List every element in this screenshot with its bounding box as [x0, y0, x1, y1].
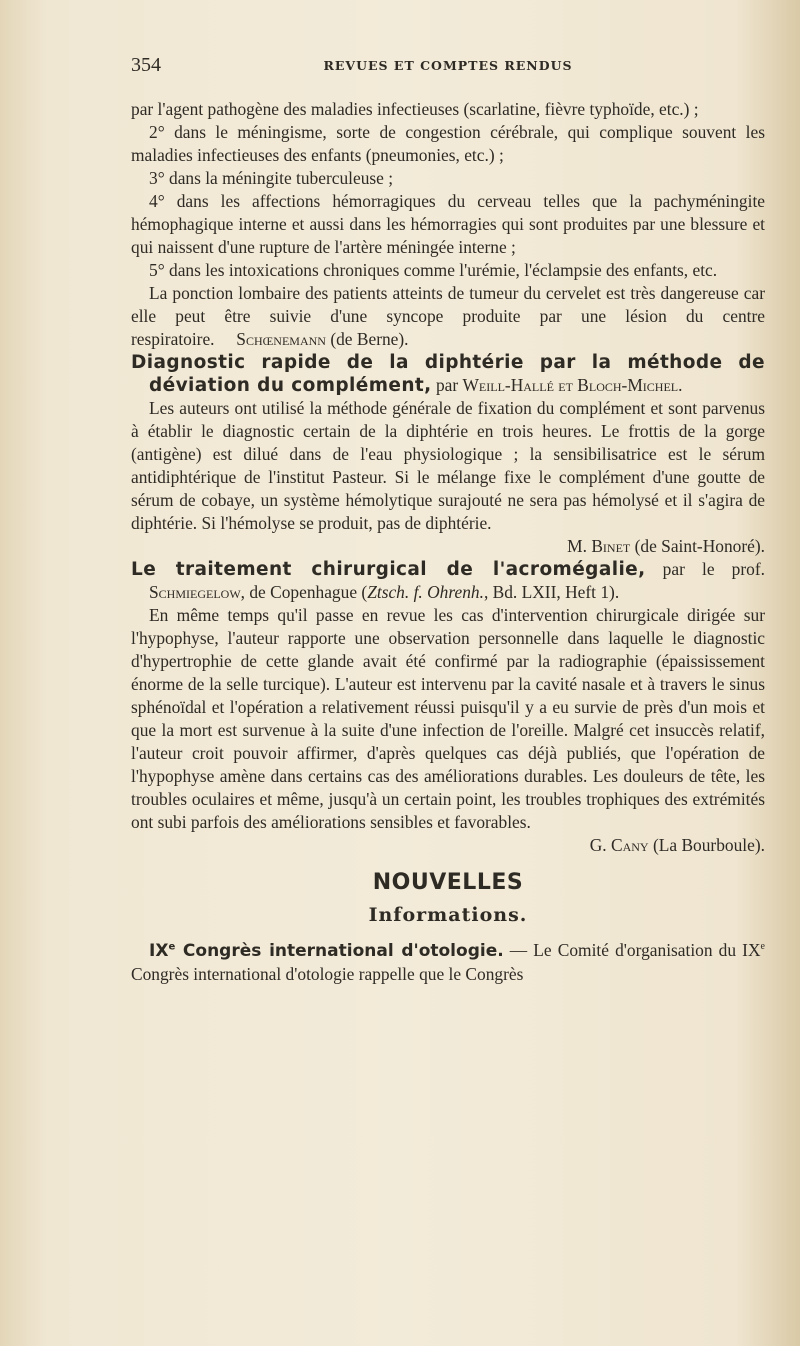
- paragraph-text: La ponction lombaire des patients atteints de tumeur du cervelet est très dangereuse car elle peut être suivie d'une syncope produite par une lésion du centre respiratoire.: [131, 283, 765, 349]
- list-item-4: 4° dans les affections hémorragiques du cerveau telles que la pachyméningite hémophagique interne et aussi dans les hémorragies qui sont produites par une blessure et qui naissent d'une rupture de l'artère méningée interne ;: [131, 191, 765, 257]
- page-header: [131, 54, 765, 82]
- article-heading: Diagnostic rapide de la diphtérie par la méthode de déviation du complément, par Weill-Hallé et Bloch-Michel.: [131, 352, 765, 396]
- body-text: [131, 98, 765, 986]
- article-signature: M. Binet (de Saint-Honoré).: [567, 536, 765, 556]
- author-signature: Schœnemann: [236, 329, 326, 349]
- section-title: NOUVELLES: [372, 870, 524, 895]
- subsection-title: Informations.: [368, 904, 528, 926]
- journal-title: Ztsch. f. Ohrenh.: [367, 582, 484, 602]
- paragraph-continuation: par l'agent pathogène des maladies infectieuses (scarlatine, fièvre typhoïde, etc.) ;: [131, 99, 699, 119]
- news-paragraph: IXe Congrès international d'otologie. — Le Comité d'organisation du IXe Congrès international d'otologie rappelle que le Congrès: [131, 939, 765, 984]
- list-item-2: 2° dans le méningisme, sorte de congestion cérébrale, qui complique souvent les maladies infectieuses des enfants (pneumonies, etc.) ;: [131, 122, 765, 165]
- article-signature: G. Cany (La Bourboule).: [589, 835, 765, 855]
- article-text: En même temps qu'il passe en revue les cas d'intervention chirurgicale dirigée sur l'hypophyse, l'auteur rapporte une observation personnelle dans laquelle le diagnostic d'hypertrophie de cette glande avait été confirmé par la radiographie (épaississement énorme de la selle turcique). L'auteur est intervenu par la cavité nasale et à travers le sinus sphénoïdal et l'opération a relativement réussi puisqu'il y a eu survie de près d'un mois et que la mort est survenue à la suite d'une infection de l'oreille. Malgré cet insuccès relatif, l'auteur croit pouvoir affirmer, d'après quelques cas déjà publiés, que l'opération de l'hypophyse amène dans certains cas des améliorations durables. Les douleurs de tête, les troubles oculaires et même, jusqu'à un certain point, les troubles trophiques des extrémités ont subi parfois des améliorations sensibles et favorables.: [131, 605, 765, 832]
- article-authors: Weill-Hallé et Bloch-Michel.: [462, 375, 683, 395]
- page-number: 354: [131, 54, 161, 76]
- list-item-5: 5° dans les intoxications chroniques comme l'urémie, l'éclampsie des enfants, etc.: [149, 260, 718, 280]
- list-item-3: 3° dans la méningite tuberculeuse ;: [149, 168, 394, 188]
- article-author: Schmiegelow: [149, 582, 241, 602]
- author-place: (de Berne).: [325, 329, 409, 349]
- article-title: Diagnostic rapide de la diphtérie par la méthode de déviation du complément,: [131, 352, 765, 396]
- news-lead: IXe Congrès international d'otologie.: [149, 940, 504, 961]
- article-text: Les auteurs ont utilisé la méthode générale de fixation du complément et sont parvenus à établir le diagnostic certain de la diphtérie en trois heures. Le frottis de la gorge (antigène) est dilué dans de l'eau physiologique ; la sensibilisatrice est le sérum antidiphtérique de l'institut Pasteur. Si le mélange fixe le complément d'une goutte de sérum de cobaye, un système hémolytique surajouté ne sera pas hémolysé et il s'agira de diphtérie. Si l'hémolyse se produit, pas de diphtérie.: [131, 398, 765, 533]
- article-heading: Le traitement chirurgical de l'acromégalie, par le prof. Schmiegelow, de Copenhague (Ztsch. f. Ohrenh., Bd. LXII, Heft 1).: [131, 559, 765, 602]
- running-title: REVUES ET COMPTES RENDUS: [323, 58, 573, 73]
- signature-name: Cany: [611, 835, 649, 855]
- paragraph-lumbar-puncture: [131, 282, 765, 351]
- article-title: Le traitement chirurgical de l'acromégalie,: [131, 559, 646, 580]
- signature-name: Binet: [591, 536, 631, 556]
